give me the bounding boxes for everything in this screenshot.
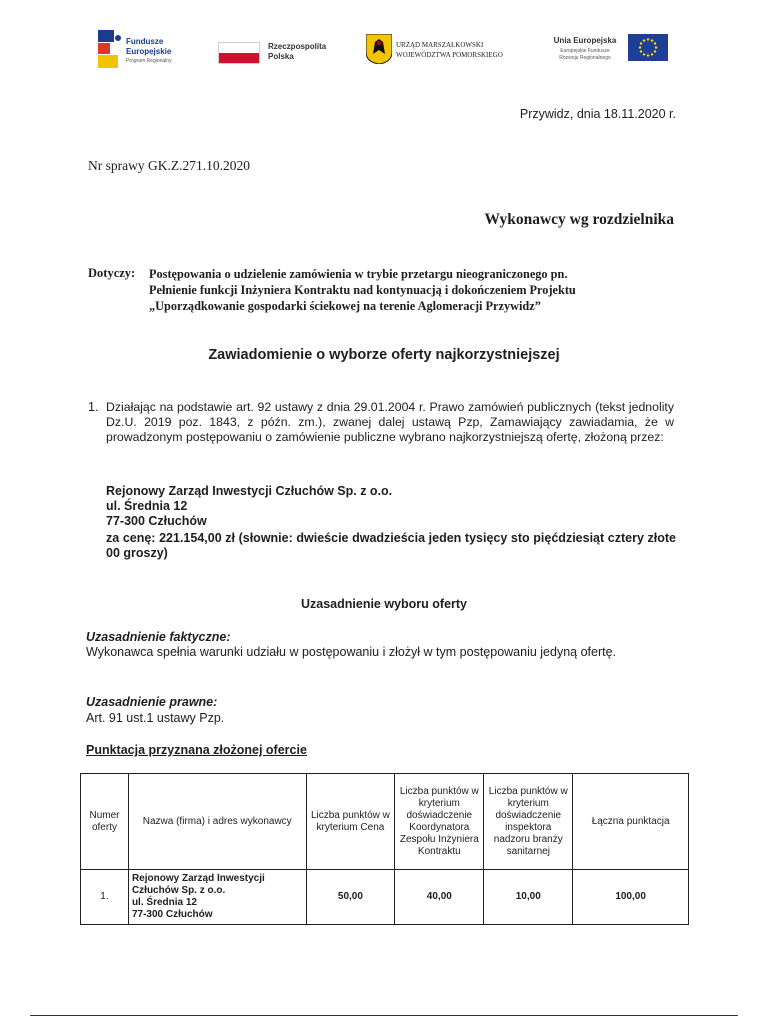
case-number: Nr sprawy GK.Z.271.10.2020 [88,158,250,173]
ue-logo-sub2: Rozwoju Regionalnego [559,55,611,61]
header-total-points: Łączna punktacja [573,774,689,870]
factual-text: Wykonawca spełnia warunki udziału w postępowaniu i złożył w tym postępowaniu jedyną ofertę. [86,645,617,659]
cell-contractor-line-3: ul. Średnia 12 [131,897,197,908]
contractor-street: ul. Średnia 12 [106,499,188,513]
um-logo-line2: WOJEWÓDZTWA POMORSKIEGO [396,51,503,59]
document-title: Zawiadomienie o wyborze oferty najkorzystniejszej [208,347,560,363]
header-inspector-points: Liczba punktów w kryterium doświadczenie inspektora nadzoru branży sanitarnej [484,774,573,870]
fe-logo-line1: Fundusze [126,37,164,46]
cell-offer-number: 1. [81,870,129,925]
subject-line-2: Pełnienie funkcji Inżyniera Kontraktu nad kontynuacją i dokończeniem Projektu [149,283,576,297]
fundusze-europejskie-logo [98,30,122,68]
eu-flag [628,34,668,61]
cell-contractor-line-4: 77-300 Człuchów [131,909,213,920]
cell-inspector-points: 10,00 [484,870,573,925]
point-1-text: Działając na podstawie art. 92 ustawy z dnia 29.01.2004 r. Prawo zamówień publicznych (tekst jednolity Dz.U. 2019 poz. 1843, z późn. zm.), zwanej dalej ustawą Pzp, Zamawiający zawiadamia, że w prowadzonym postępowaniu o zamówienie publiczne wybrano najkorzystniejszą ofertę, złożoną przez: [106,400,674,444]
subject-line-3: „Uporządkowanie gospodarki ściekowej na terenie Aglomeracji Przywidz” [149,299,541,313]
rp-logo-line2: Polska [268,52,294,61]
date-line: Przywidz, dnia 18.11.2020 r. [519,107,676,121]
legal-label: Uzasadnienie prawne: [86,695,218,709]
fe-logo-line2: Europejskie [126,47,172,56]
scoring-table [80,773,689,925]
subject-text [149,266,676,314]
factual-label: Uzasadnienie faktyczne: [86,630,231,644]
ue-logo-sub1: Europejskie Fundusze [560,48,610,54]
contractor-block [106,484,676,561]
cell-total-points: 100,00 [573,870,689,925]
contractor-city: 77-300 Człuchów [106,514,207,528]
header-contractor-name: Nazwa (firma) i adres wykonawcy [128,774,306,870]
um-logo-line1: URZĄD MARSZAŁKOWSKI [396,41,484,49]
cell-price-points: 50,00 [306,870,395,925]
table-header-row [81,774,689,870]
contractor-name: Rejonowy Zarząd Inwestycji Człuchów Sp. z o.o. [106,484,393,498]
header-price-points: Liczba punktów w kryterium Cena [306,774,395,870]
cell-contractor [128,870,306,925]
pomorskie-coat-of-arms [366,34,392,64]
subject-line-1: Postępowania o udzielenie zamówienia w trybie przetargu nieograniczonego pn. [149,267,568,281]
polish-flag [218,42,260,64]
contractor-price: za cenę: 221.154,00 zł (słownie: dwieście dwadzieścia jeden tysięcy sto pięćdziesiąt cztery złote 00 groszy) [106,531,676,560]
scoring-title: Punktacja przyznana złożonej ofercie [86,743,307,757]
header-offer-number: Numer oferty [81,774,129,870]
subject-label: Dotyczy: [88,266,136,280]
header-coordinator-points: Liczba punktów w kryterium doświadczenie Koordynatora Zespołu Inżyniera Kontraktu [395,774,484,870]
table-row [81,870,689,925]
point-1-number: 1. [88,400,99,414]
rp-logo-line1: Rzeczpospolita [268,42,327,51]
justification-title: Uzasadnienie wyboru oferty [300,597,467,611]
footer-divider [30,1015,738,1016]
addressee: Wykonawcy wg rozdzielnika [484,211,674,228]
legal-text: Art. 91 ust.1 ustawy Pzp. [86,711,225,725]
cell-contractor-line-2: Człuchów Sp. z o.o. [131,885,226,896]
fe-logo-sub: Program Regionalny [126,58,172,64]
cell-coordinator-points: 40,00 [395,870,484,925]
cell-contractor-line-1: Rejonowy Zarząd Inwestycji [131,873,265,884]
ue-logo-title: Unia Europejska [553,36,617,45]
